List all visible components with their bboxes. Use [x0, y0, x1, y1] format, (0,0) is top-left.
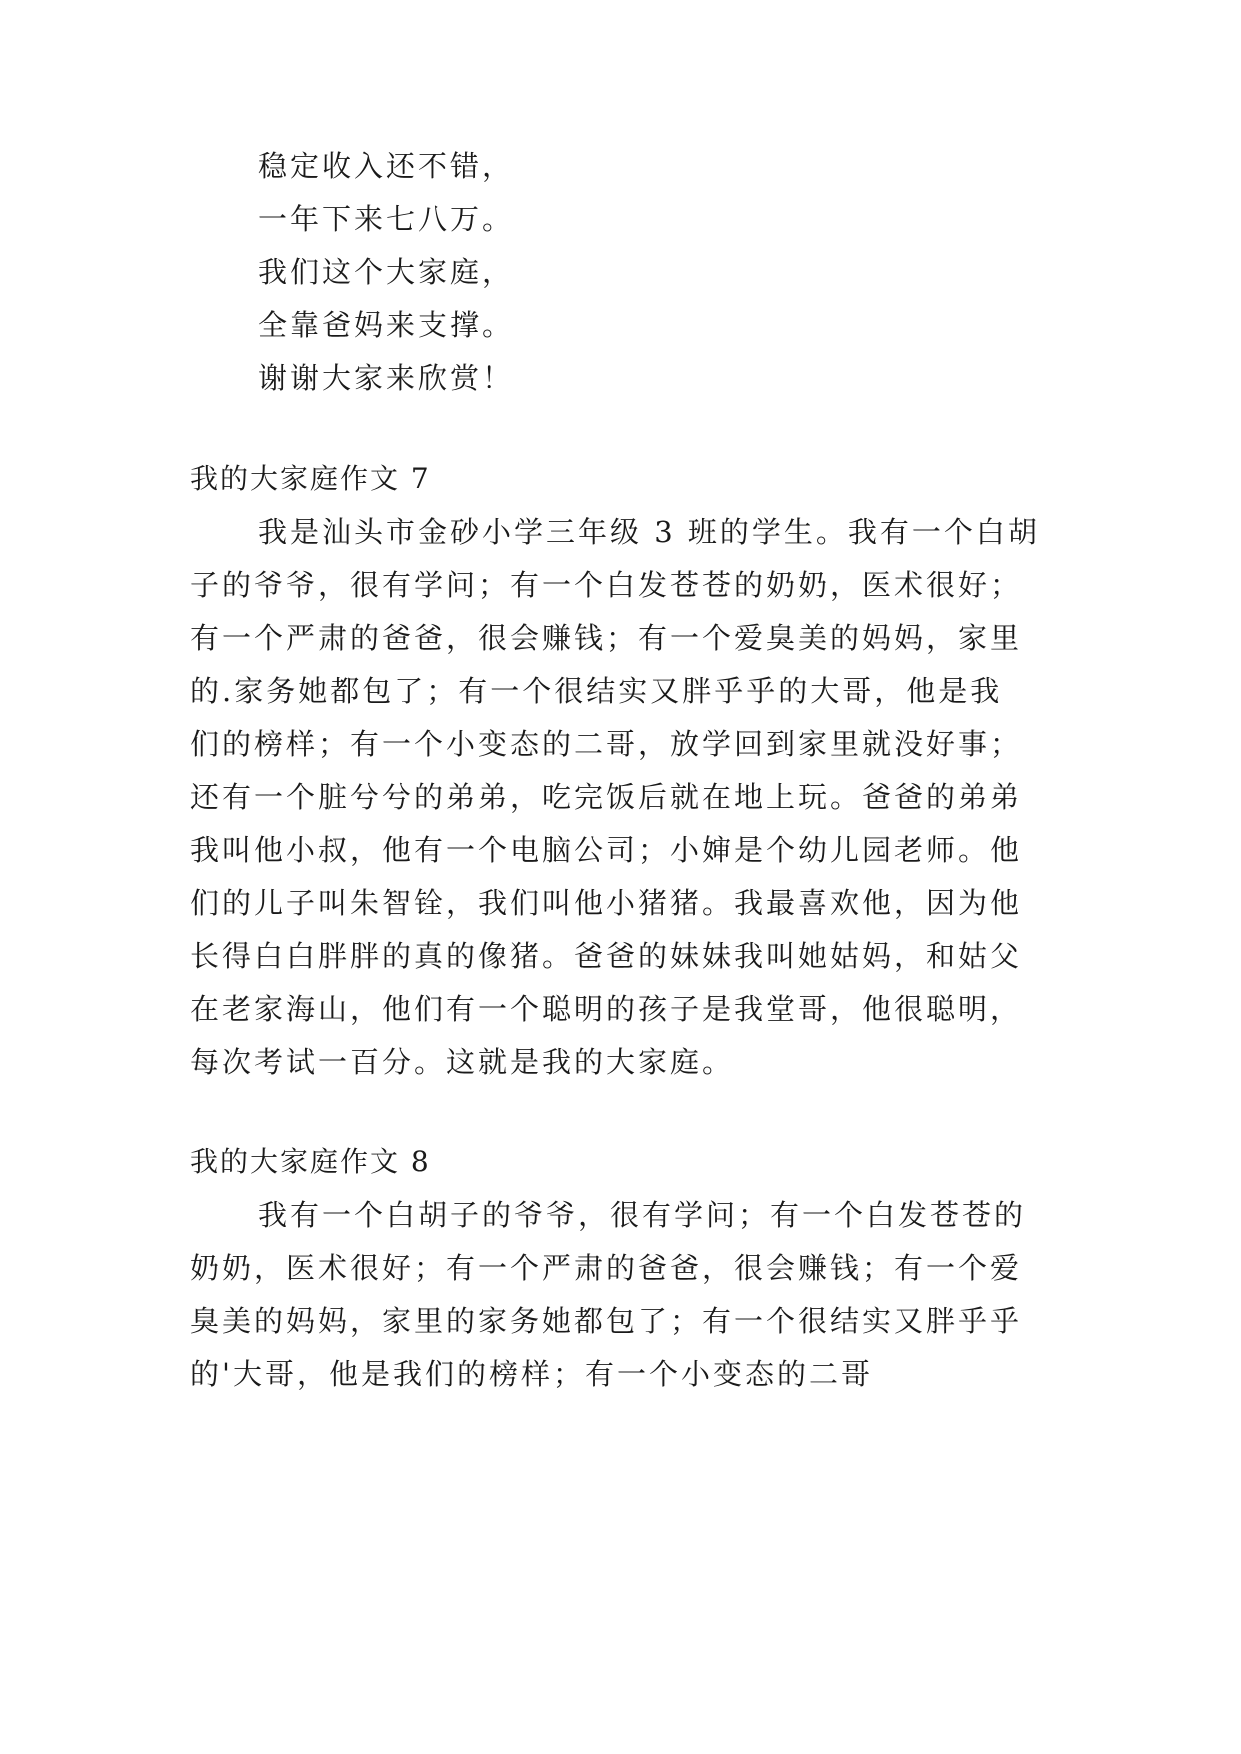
paragraph-line: 每次考试一百分。这就是我的大家庭。 [190, 1045, 735, 1079]
paragraph-line: 在老家海山，他们有一个聪明的孩子是我堂哥，他很聪明， [190, 992, 1023, 1026]
paragraph-line: 我有一个白胡子的爷爷，很有学问；有一个白发苍苍的 [258, 1198, 1027, 1232]
paragraph-line: 奶奶，医术很好；有一个严肃的爸爸，很会赚钱；有一个爱 [190, 1251, 1023, 1285]
paragraph-line: 我是汕头市金砂小学三年级 3 班的学生。我有一个白胡 [258, 515, 1040, 549]
paragraph-line: 我叫他小叔，他有一个电脑公司；小婶是个幼儿园老师。他 [190, 833, 1023, 867]
paragraph-line: 们的榜样；有一个小变态的二哥，放学回到家里就没好事； [190, 727, 1023, 761]
paragraph-line: 长得白白胖胖的真的像猪。爸爸的妹妹我叫她姑妈，和姑父 [190, 939, 1023, 973]
paragraph-line: 的'大哥，他是我们的榜样；有一个小变态的二哥 [190, 1357, 873, 1391]
poem-line: 谢谢大家来欣赏！ [258, 361, 515, 395]
poem-line: 我们这个大家庭， [258, 255, 515, 289]
section-heading: 我的大家庭作文 8 [190, 1145, 431, 1178]
paragraph-line: 臭美的妈妈，家里的家务她都包了；有一个很结实又胖乎乎 [190, 1304, 1023, 1338]
paragraph-line: 的.家务她都包了；有一个很结实又胖乎乎的大哥，他是我 [190, 674, 1003, 708]
poem-line: 一年下来七八万。 [258, 202, 515, 236]
poem-line: 全靠爸妈来支撑。 [258, 308, 515, 342]
section-heading: 我的大家庭作文 7 [190, 462, 431, 495]
paragraph-line: 还有一个脏兮兮的弟弟，吃完饭后就在地上玩。爸爸的弟弟 [190, 780, 1023, 814]
paragraph-line: 有一个严肃的爸爸，很会赚钱；有一个爱臭美的妈妈，家里 [190, 621, 1023, 655]
paragraph-line: 子的爷爷，很有学问；有一个白发苍苍的奶奶，医术很好； [190, 568, 1023, 602]
paragraph-line: 们的儿子叫朱智铨，我们叫他小猪猪。我最喜欢他，因为他 [190, 886, 1023, 920]
poem-line: 稳定收入还不错， [258, 149, 515, 183]
